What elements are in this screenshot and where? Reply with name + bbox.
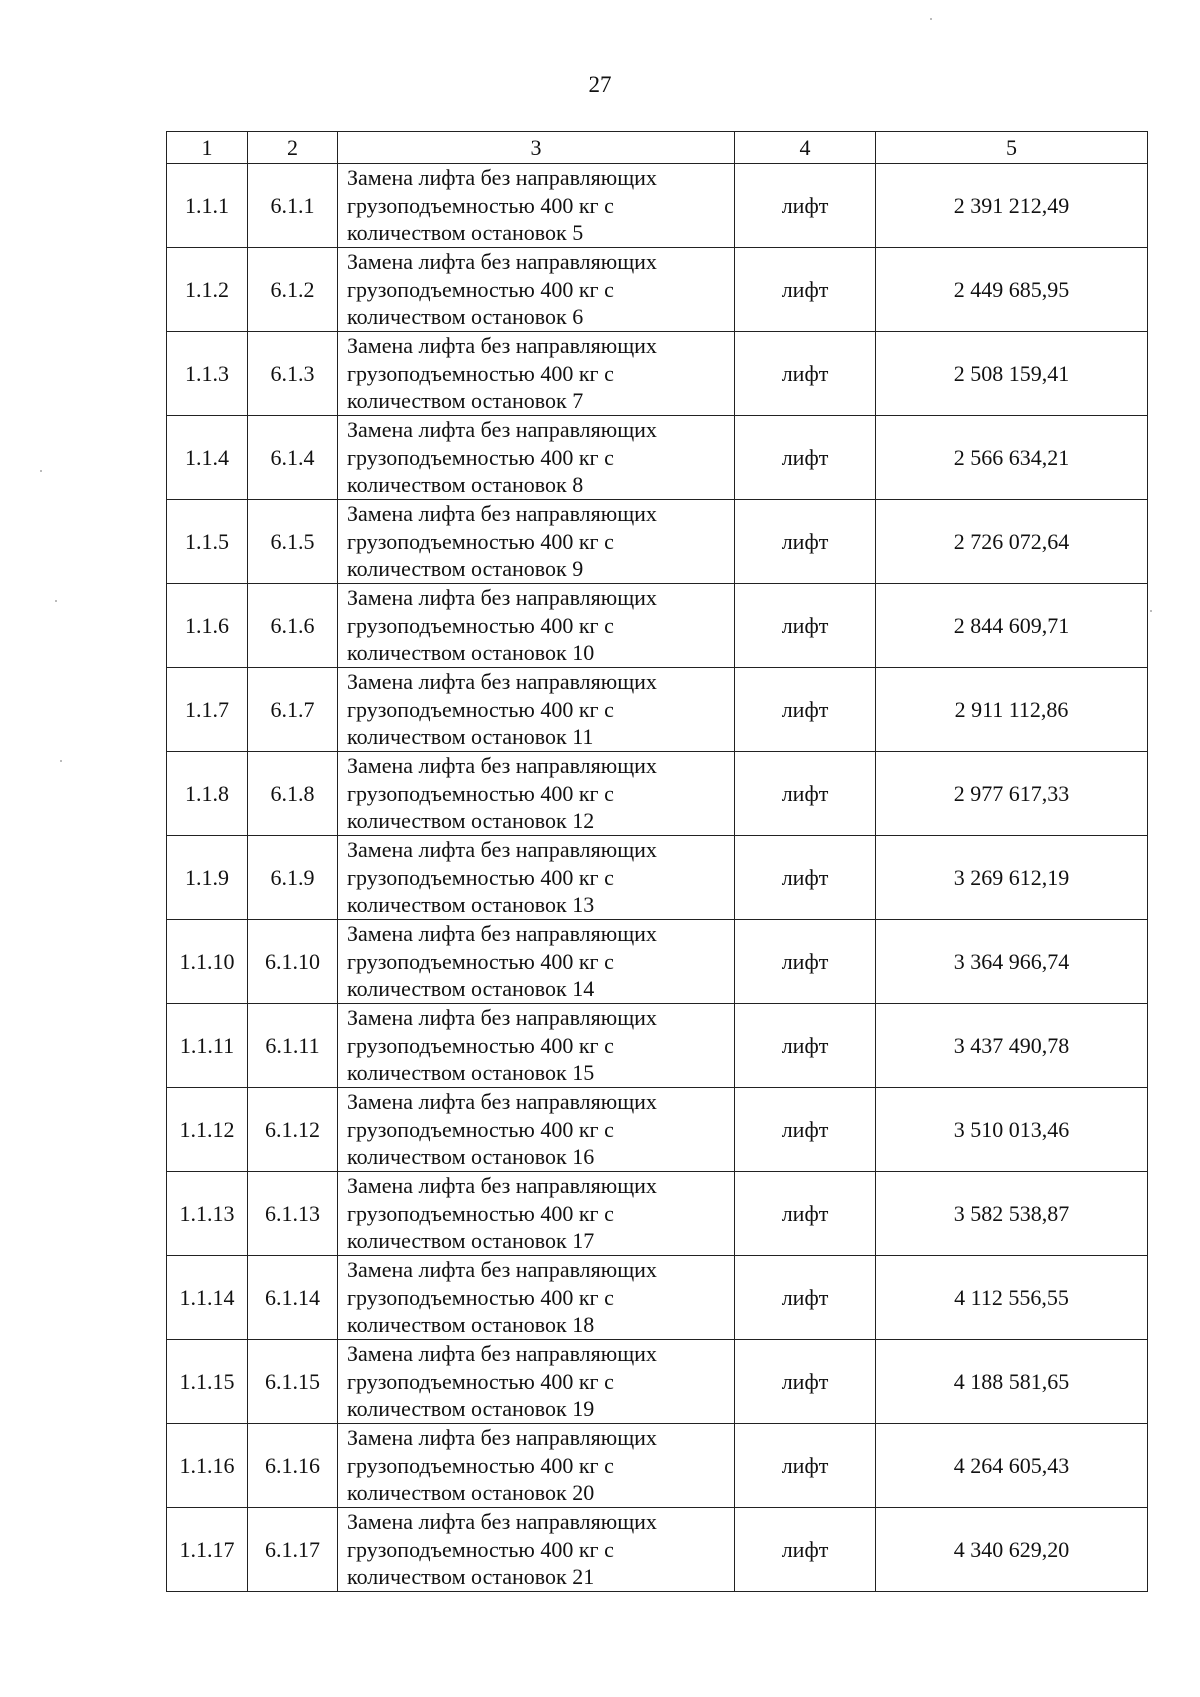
row-price: 2 911 112,86 bbox=[876, 668, 1148, 752]
description-line: грузоподъемностью 400 кг с bbox=[347, 612, 614, 638]
description-line: количеством остановок 19 bbox=[347, 1396, 595, 1422]
row-description bbox=[338, 248, 735, 332]
row-code: 6.1.7 bbox=[248, 668, 338, 752]
scan-speck bbox=[1150, 610, 1152, 612]
row-number: 1.1.10 bbox=[167, 920, 248, 1004]
description-line: грузоподъемностью 400 кг с bbox=[347, 192, 614, 218]
row-price: 2 977 617,33 bbox=[876, 752, 1148, 836]
row-unit: лифт bbox=[735, 1088, 876, 1172]
description-line: количеством остановок 20 bbox=[347, 1480, 595, 1506]
row-description bbox=[338, 1172, 735, 1256]
row-description bbox=[338, 584, 735, 668]
row-description bbox=[338, 1340, 735, 1424]
description-line: Замена лифта без направляющих bbox=[347, 753, 657, 779]
row-price: 3 269 612,19 bbox=[876, 836, 1148, 920]
row-code: 6.1.11 bbox=[248, 1004, 338, 1088]
description-line: Замена лифта без направляющих bbox=[347, 585, 657, 611]
table-row bbox=[167, 1172, 1148, 1256]
row-unit: лифт bbox=[735, 1256, 876, 1340]
description-line: количеством остановок 7 bbox=[347, 388, 584, 414]
table-row bbox=[167, 584, 1148, 668]
description-line: количеством остановок 12 bbox=[347, 808, 595, 834]
description-line: количеством остановок 10 bbox=[347, 640, 595, 666]
row-price: 4 112 556,55 bbox=[876, 1256, 1148, 1340]
description-line: Замена лифта без направляющих bbox=[347, 165, 657, 191]
table-row bbox=[167, 1256, 1148, 1340]
scan-speck bbox=[55, 600, 57, 602]
description-line: грузоподъемностью 400 кг с bbox=[347, 1284, 614, 1310]
description-line: грузоподъемностью 400 кг с bbox=[347, 276, 614, 302]
description-line: грузоподъемностью 400 кг с bbox=[347, 528, 614, 554]
description-line: Замена лифта без направляющих bbox=[347, 1341, 657, 1367]
row-number: 1.1.5 bbox=[167, 500, 248, 584]
header-col-2: 2 bbox=[248, 132, 338, 164]
row-price: 4 264 605,43 bbox=[876, 1424, 1148, 1508]
row-description bbox=[338, 1088, 735, 1172]
description-line: количеством остановок 13 bbox=[347, 892, 595, 918]
row-description bbox=[338, 332, 735, 416]
row-unit: лифт bbox=[735, 1508, 876, 1592]
description-line: Замена лифта без направляющих bbox=[347, 1005, 657, 1031]
description-line: Замена лифта без направляющих bbox=[347, 669, 657, 695]
table-row bbox=[167, 1088, 1148, 1172]
row-number: 1.1.13 bbox=[167, 1172, 248, 1256]
description-line: Замена лифта без направляющих bbox=[347, 249, 657, 275]
row-unit: лифт bbox=[735, 164, 876, 248]
description-line: количеством остановок 11 bbox=[347, 724, 594, 750]
row-unit: лифт bbox=[735, 584, 876, 668]
table-row bbox=[167, 332, 1148, 416]
row-code: 6.1.12 bbox=[248, 1088, 338, 1172]
row-description bbox=[338, 1424, 735, 1508]
description-line: количеством остановок 8 bbox=[347, 472, 584, 498]
description-line: количеством остановок 15 bbox=[347, 1060, 595, 1086]
price-table bbox=[166, 131, 1148, 1592]
header-col-1: 1 bbox=[167, 132, 248, 164]
row-number: 1.1.11 bbox=[167, 1004, 248, 1088]
scan-speck bbox=[930, 18, 932, 20]
row-code: 6.1.1 bbox=[248, 164, 338, 248]
description-line: количеством остановок 5 bbox=[347, 220, 584, 246]
description-line: грузоподъемностью 400 кг с bbox=[347, 360, 614, 386]
row-description bbox=[338, 416, 735, 500]
row-number: 1.1.6 bbox=[167, 584, 248, 668]
description-line: грузоподъемностью 400 кг с bbox=[347, 1116, 614, 1142]
row-price: 3 364 966,74 bbox=[876, 920, 1148, 1004]
row-code: 6.1.8 bbox=[248, 752, 338, 836]
description-line: грузоподъемностью 400 кг с bbox=[347, 696, 614, 722]
table-row bbox=[167, 752, 1148, 836]
row-number: 1.1.12 bbox=[167, 1088, 248, 1172]
row-price: 4 340 629,20 bbox=[876, 1508, 1148, 1592]
description-line: Замена лифта без направляющих bbox=[347, 417, 657, 443]
row-price: 3 437 490,78 bbox=[876, 1004, 1148, 1088]
row-price: 2 449 685,95 bbox=[876, 248, 1148, 332]
row-description bbox=[338, 164, 735, 248]
row-price: 3 510 013,46 bbox=[876, 1088, 1148, 1172]
page-number: 27 bbox=[588, 72, 612, 97]
description-line: грузоподъемностью 400 кг с bbox=[347, 780, 614, 806]
description-line: грузоподъемностью 400 кг с bbox=[347, 948, 614, 974]
row-number: 1.1.1 bbox=[167, 164, 248, 248]
table-row bbox=[167, 1340, 1148, 1424]
table-row bbox=[167, 668, 1148, 752]
header-col-5: 5 bbox=[876, 132, 1148, 164]
row-unit: лифт bbox=[735, 1172, 876, 1256]
row-unit: лифт bbox=[735, 752, 876, 836]
table-row bbox=[167, 920, 1148, 1004]
description-line: грузоподъемностью 400 кг с bbox=[347, 444, 614, 470]
row-price: 4 188 581,65 bbox=[876, 1340, 1148, 1424]
row-unit: лифт bbox=[735, 836, 876, 920]
row-code: 6.1.10 bbox=[248, 920, 338, 1004]
row-unit: лифт bbox=[735, 248, 876, 332]
row-description bbox=[338, 1508, 735, 1592]
row-code: 6.1.17 bbox=[248, 1508, 338, 1592]
row-code: 6.1.16 bbox=[248, 1424, 338, 1508]
row-description bbox=[338, 668, 735, 752]
description-line: количеством остановок 9 bbox=[347, 556, 584, 582]
table-header bbox=[167, 132, 1148, 164]
row-code: 6.1.2 bbox=[248, 248, 338, 332]
row-number: 1.1.2 bbox=[167, 248, 248, 332]
table-row bbox=[167, 1508, 1148, 1592]
table-row bbox=[167, 164, 1148, 248]
row-unit: лифт bbox=[735, 332, 876, 416]
table-row bbox=[167, 248, 1148, 332]
row-number: 1.1.3 bbox=[167, 332, 248, 416]
row-description bbox=[338, 1004, 735, 1088]
description-line: Замена лифта без направляющих bbox=[347, 921, 657, 947]
row-code: 6.1.15 bbox=[248, 1340, 338, 1424]
description-line: количеством остановок 17 bbox=[347, 1228, 595, 1254]
description-line: грузоподъемностью 400 кг с bbox=[347, 864, 614, 890]
description-line: грузоподъемностью 400 кг с bbox=[347, 1536, 614, 1562]
row-code: 6.1.9 bbox=[248, 836, 338, 920]
description-line: грузоподъемностью 400 кг с bbox=[347, 1200, 614, 1226]
row-number: 1.1.15 bbox=[167, 1340, 248, 1424]
row-number: 1.1.14 bbox=[167, 1256, 248, 1340]
row-number: 1.1.8 bbox=[167, 752, 248, 836]
row-price: 2 844 609,71 bbox=[876, 584, 1148, 668]
row-unit: лифт bbox=[735, 1340, 876, 1424]
description-line: грузоподъемностью 400 кг с bbox=[347, 1368, 614, 1394]
table-row bbox=[167, 500, 1148, 584]
description-line: Замена лифта без направляющих bbox=[347, 1509, 657, 1535]
row-number: 1.1.9 bbox=[167, 836, 248, 920]
row-code: 6.1.13 bbox=[248, 1172, 338, 1256]
description-line: Замена лифта без направляющих bbox=[347, 1257, 657, 1283]
description-line: Замена лифта без направляющих bbox=[347, 333, 657, 359]
row-number: 1.1.4 bbox=[167, 416, 248, 500]
row-price: 2 726 072,64 bbox=[876, 500, 1148, 584]
description-line: количеством остановок 14 bbox=[347, 976, 595, 1002]
table-row bbox=[167, 416, 1148, 500]
row-unit: лифт bbox=[735, 500, 876, 584]
row-description bbox=[338, 500, 735, 584]
row-description bbox=[338, 752, 735, 836]
row-unit: лифт bbox=[735, 416, 876, 500]
row-code: 6.1.4 bbox=[248, 416, 338, 500]
row-unit: лифт bbox=[735, 1424, 876, 1508]
table-row bbox=[167, 1004, 1148, 1088]
row-unit: лифт bbox=[735, 668, 876, 752]
row-description bbox=[338, 920, 735, 1004]
table-body bbox=[167, 164, 1148, 1592]
table-row bbox=[167, 836, 1148, 920]
header-col-4: 4 bbox=[735, 132, 876, 164]
description-line: количеством остановок 16 bbox=[347, 1144, 595, 1170]
row-code: 6.1.5 bbox=[248, 500, 338, 584]
row-unit: лифт bbox=[735, 920, 876, 1004]
row-number: 1.1.16 bbox=[167, 1424, 248, 1508]
row-number: 1.1.7 bbox=[167, 668, 248, 752]
header-row bbox=[167, 132, 1148, 164]
row-price: 3 582 538,87 bbox=[876, 1172, 1148, 1256]
row-description bbox=[338, 1256, 735, 1340]
description-line: Замена лифта без направляющих bbox=[347, 1173, 657, 1199]
scan-speck bbox=[60, 760, 62, 762]
description-line: количеством остановок 6 bbox=[347, 304, 584, 330]
row-price: 2 566 634,21 bbox=[876, 416, 1148, 500]
row-code: 6.1.6 bbox=[248, 584, 338, 668]
row-unit: лифт bbox=[735, 1004, 876, 1088]
row-price: 2 508 159,41 bbox=[876, 332, 1148, 416]
description-line: Замена лифта без направляющих bbox=[347, 1425, 657, 1451]
description-line: грузоподъемностью 400 кг с bbox=[347, 1032, 614, 1058]
row-code: 6.1.14 bbox=[248, 1256, 338, 1340]
row-code: 6.1.3 bbox=[248, 332, 338, 416]
description-line: Замена лифта без направляющих bbox=[347, 1089, 657, 1115]
header-col-3: 3 bbox=[338, 132, 735, 164]
description-line: количеством остановок 18 bbox=[347, 1312, 595, 1338]
row-description bbox=[338, 836, 735, 920]
description-line: грузоподъемностью 400 кг с bbox=[347, 1452, 614, 1478]
scan-speck bbox=[40, 470, 42, 472]
description-line: количеством остановок 21 bbox=[347, 1564, 595, 1590]
row-number: 1.1.17 bbox=[167, 1508, 248, 1592]
description-line: Замена лифта без направляющих bbox=[347, 837, 657, 863]
row-price: 2 391 212,49 bbox=[876, 164, 1148, 248]
table-row bbox=[167, 1424, 1148, 1508]
description-line: Замена лифта без направляющих bbox=[347, 501, 657, 527]
